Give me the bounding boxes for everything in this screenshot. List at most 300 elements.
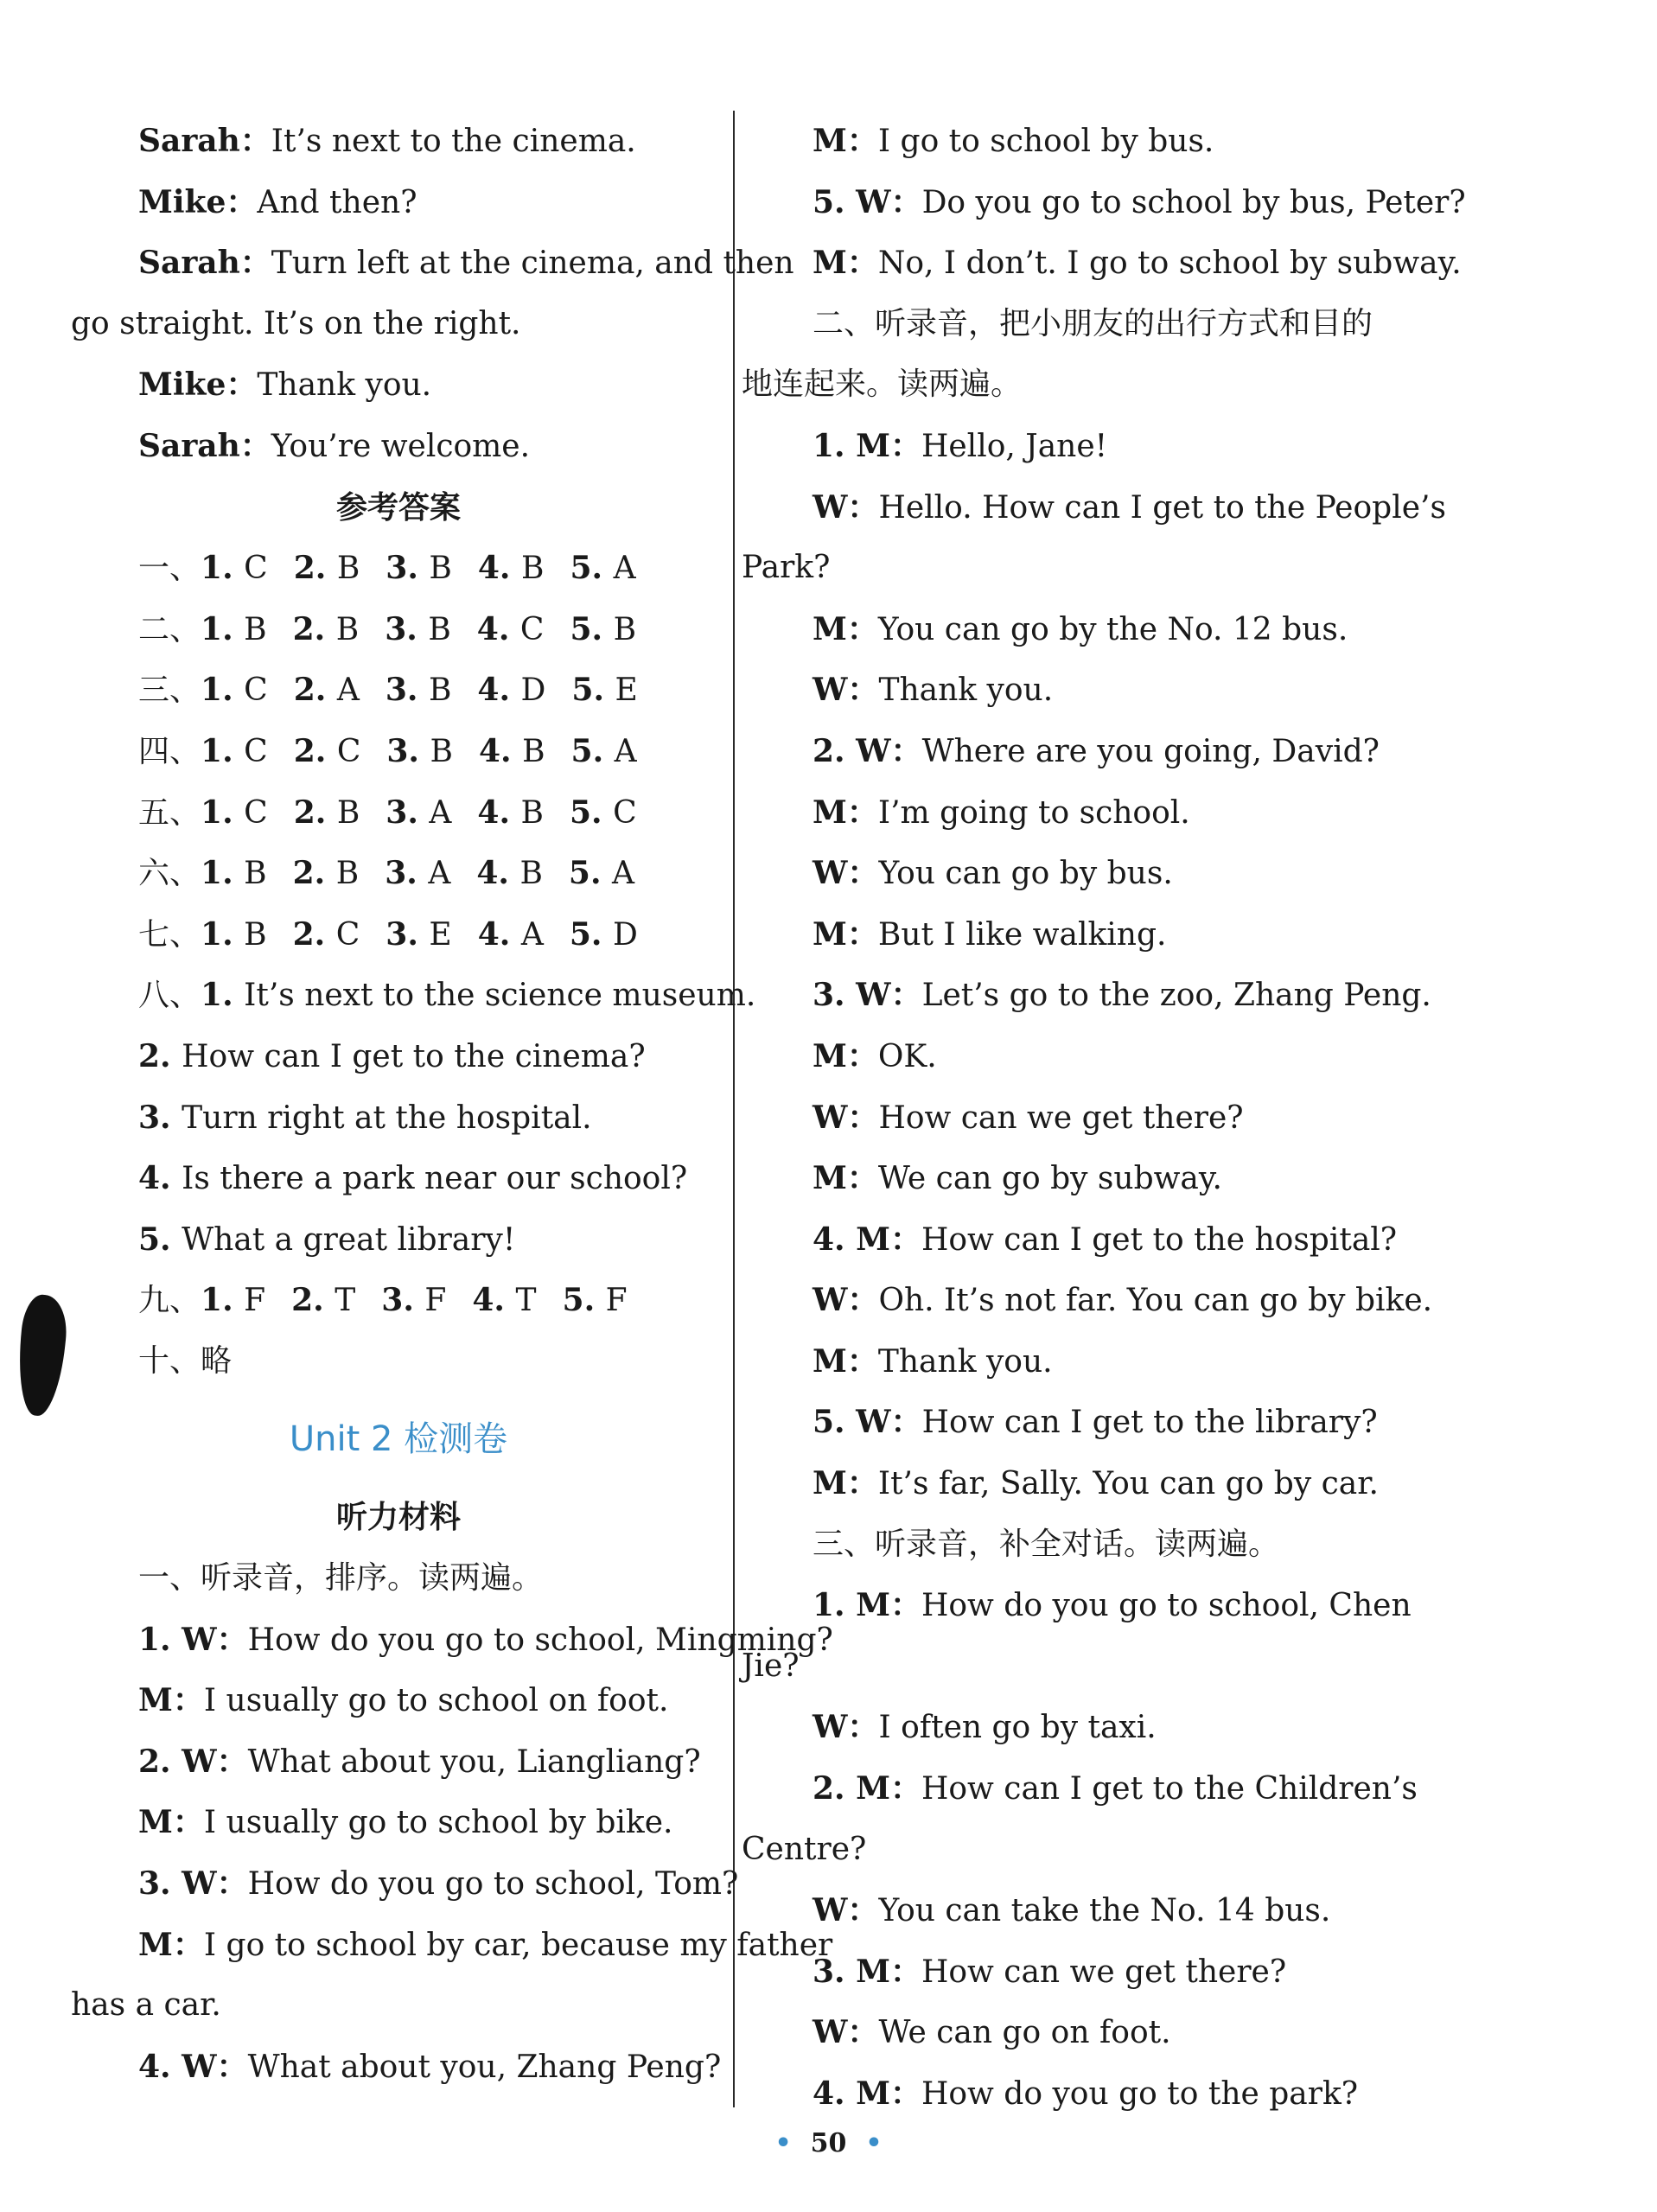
dialogue-text: I usually go to school on foot.	[203, 1683, 669, 1719]
dialogue-text: I often go by taxi.	[878, 1710, 1157, 1746]
item-number: 2.	[813, 1770, 857, 1807]
answer-value: B	[244, 856, 267, 892]
answer-item	[294, 538, 360, 600]
answer-section-label: 五、	[138, 794, 201, 831]
answer-number: 4.	[478, 732, 523, 769]
speaker-label: M：	[813, 915, 878, 953]
dialogue-line	[71, 1915, 833, 1976]
dialogue-text: But I like walking.	[877, 916, 1167, 953]
dialogue-text: Centre?	[742, 1831, 867, 1867]
item-number: 1.	[813, 1587, 857, 1624]
answer-item	[571, 660, 637, 722]
answer-number: 1.	[201, 855, 245, 892]
answer-item	[291, 1270, 355, 1332]
speaker-label: M：	[138, 1926, 204, 1963]
answer-item	[201, 660, 268, 722]
answer-row	[71, 538, 726, 599]
answer-number: 1.	[201, 610, 245, 647]
speaker-label: W：	[813, 1709, 879, 1746]
speaker-label: M：	[856, 1221, 921, 1258]
answer-section-label: 六、	[138, 856, 201, 892]
answer-row	[71, 904, 726, 966]
answer-number: 1.	[201, 550, 245, 587]
dialogue-text: You can go by the No. 12 bus.	[877, 611, 1348, 647]
answer-item	[201, 599, 267, 661]
answer-item	[472, 1270, 536, 1332]
answer-number: 4.	[477, 915, 521, 953]
dialogue-line	[742, 416, 1399, 477]
dialogue-line	[71, 354, 726, 416]
answers-heading: 参考答案	[335, 488, 461, 526]
answer-value: B	[520, 794, 544, 831]
speaker-label: W：	[856, 977, 922, 1014]
dialogue-line	[742, 660, 1399, 721]
speaker-label: W：	[856, 183, 922, 220]
item-number: 3.	[138, 1865, 182, 1903]
item-number: 2.	[138, 1743, 182, 1780]
answer-row	[71, 843, 726, 904]
answer-number: 5.	[569, 915, 613, 953]
speaker-label: Mike：	[138, 183, 258, 220]
dialogue-text: We can go on foot.	[878, 2015, 1171, 2051]
dialogue-line	[71, 233, 794, 294]
answer-item	[201, 1270, 265, 1332]
answer-number: 1.	[201, 672, 245, 709]
answer-section-label: 二、	[138, 611, 201, 647]
item-number: 1.	[138, 1621, 182, 1658]
answer-value: C	[613, 794, 637, 831]
speaker-label: M：	[813, 610, 878, 647]
answer-value: F	[605, 1283, 628, 1319]
dialogue-line	[742, 1636, 1399, 1698]
answer-number: 3.	[138, 1099, 182, 1136]
answer-value: B	[428, 611, 451, 647]
dialogue-text: Thank you.	[878, 673, 1054, 709]
answer-value: B	[336, 794, 360, 831]
answer-number: 2.	[293, 794, 337, 831]
speaker-label: M：	[813, 794, 878, 831]
speaker-label: M：	[138, 1682, 204, 1719]
answer-value: What a great library!	[182, 1221, 516, 1258]
speaker-label: W：	[813, 2014, 879, 2051]
answer-item	[385, 599, 451, 661]
answer-value: T	[515, 1283, 537, 1319]
answer-item	[201, 904, 267, 966]
dialogue-text: You can go by bus.	[878, 856, 1173, 892]
dialogue-line	[742, 2063, 1399, 2125]
dialogue-line	[742, 1087, 1399, 1149]
answer-number: 4.	[472, 1282, 516, 1319]
answer-item	[293, 599, 360, 661]
dialogue-line	[742, 1453, 1399, 1514]
answer-item	[386, 721, 453, 783]
answer-number: 2.	[293, 732, 337, 769]
dialogue-text: OK.	[877, 1038, 937, 1074]
dialogue-line	[742, 1148, 1399, 1209]
dialogue-line	[742, 2002, 1399, 2063]
speaker-label: M：	[813, 123, 878, 159]
dialogue-line	[71, 1792, 726, 1853]
answer-item	[294, 721, 361, 783]
speaker-label: M：	[856, 2075, 921, 2112]
footer-dot-icon: •	[865, 2128, 883, 2158]
speaker-label: W：	[813, 1892, 879, 1929]
answer-value: B	[244, 611, 267, 647]
answer-number: 5.	[571, 672, 615, 709]
dialogue-text: Hello. How can I get to the People’s	[878, 489, 1446, 526]
answer-item	[570, 904, 638, 966]
dialogue-line	[742, 965, 1431, 1026]
dialogue-line	[71, 2037, 726, 2098]
dialogue-line	[71, 111, 726, 172]
answer-number: 5.	[570, 610, 614, 647]
speaker-label: W：	[813, 488, 879, 526]
answer-item	[479, 721, 545, 783]
answer-value: C	[519, 611, 545, 647]
dialogue-text: Jie?	[742, 1648, 800, 1684]
answer-value: E	[615, 673, 638, 709]
answer-value: D	[612, 916, 638, 953]
answer-item	[386, 782, 451, 845]
answer-item	[570, 599, 636, 661]
answer-number: 4.	[476, 855, 520, 892]
answer-number: 3.	[386, 732, 430, 769]
dialogue-line	[742, 111, 1399, 172]
page-number: 50	[810, 2128, 847, 2158]
answer-value: T	[335, 1283, 356, 1319]
item-number: 5.	[813, 1404, 857, 1441]
answer-number: 1.	[201, 915, 245, 953]
speaker-label: M：	[813, 245, 878, 282]
dialogue-line	[71, 1670, 726, 1731]
item-number: 2.	[813, 732, 857, 769]
answer-item	[294, 660, 360, 722]
answer-item	[201, 538, 268, 600]
dialogue-line	[71, 172, 726, 233]
answer-number: 5.	[138, 1221, 182, 1258]
dialogue-line	[71, 1975, 726, 2037]
answer-item	[293, 904, 360, 966]
speaker-label: W：	[856, 732, 922, 769]
dialogue-text: How do you go to school, Mingming?	[247, 1622, 833, 1658]
answer-value: B	[522, 733, 545, 769]
speaker-label: W：	[813, 855, 879, 892]
answer-number: 3.	[386, 915, 430, 953]
answer-value: B	[428, 673, 452, 709]
dialogue-line	[742, 1880, 1399, 1941]
speaker-label: Sarah：	[138, 245, 271, 282]
dialogue-text: I usually go to school by bike.	[203, 1805, 673, 1841]
dialogue-text: has a car.	[71, 1987, 221, 2024]
answer-number: 2.	[293, 672, 337, 709]
answer-item	[477, 660, 545, 722]
answer-value: Is there a park near our school?	[182, 1161, 688, 1197]
answer-item	[477, 782, 544, 845]
dialogue-line	[71, 416, 726, 477]
speaker-label: M：	[856, 1587, 921, 1624]
dialogue-line	[742, 904, 1399, 966]
speaker-label: W：	[182, 2048, 248, 2085]
speaker-label: M：	[856, 1953, 921, 1990]
answer-value: B	[429, 551, 452, 587]
item-number: 3.	[813, 1953, 857, 1990]
answer-item	[201, 782, 268, 845]
dialogue-text: And then?	[257, 184, 417, 220]
answer-number: 1.	[201, 732, 245, 769]
answer-item	[570, 782, 637, 845]
right-column	[742, 111, 1466, 2125]
dialogue-text: You’re welcome.	[271, 428, 531, 464]
answer-section-label: 七、	[138, 916, 201, 953]
dialogue-text: How do you go to school, Tom?	[247, 1866, 739, 1903]
speaker-label: W：	[813, 672, 879, 709]
answer-item	[476, 843, 543, 905]
item-number: 4.	[138, 2048, 182, 2085]
answer-row	[71, 721, 726, 782]
answer-value: C	[335, 916, 360, 953]
answer-value: How can I get to the cinema?	[182, 1038, 646, 1074]
sentence-answer	[71, 1209, 726, 1271]
answer-number: 2.	[292, 915, 336, 953]
speaker-label: Sarah：	[138, 123, 271, 159]
column-divider	[733, 111, 735, 2107]
dialogue-line	[742, 1820, 1399, 1881]
dialogue-text: Turn left at the cinema, and then	[271, 245, 794, 282]
dialogue-text: What about you, Zhang Peng?	[247, 2049, 722, 2085]
dialogue-text: go straight. It’s on the right.	[71, 305, 521, 341]
dialogue-line	[742, 1209, 1399, 1271]
speaker-label: M：	[813, 1342, 878, 1380]
dialogue-line	[742, 233, 1462, 294]
dialogue-text: I go to school by car, because my father	[203, 1927, 833, 1963]
ink-smudge	[13, 1293, 70, 1418]
answer-section-label: 九、	[138, 1283, 201, 1319]
answer-value: B	[336, 551, 360, 587]
answer-value: E	[429, 916, 452, 953]
answer-value: A	[520, 916, 544, 953]
answer-number: 4.	[476, 610, 520, 647]
answer-value: A	[614, 733, 637, 769]
speaker-label: M：	[856, 1770, 921, 1807]
dialogue-text: Thank you.	[877, 1343, 1053, 1380]
dialogue-line	[742, 721, 1399, 782]
footer-dot-icon: •	[774, 2128, 792, 2158]
dialogue-text: Park?	[742, 550, 831, 586]
speaker-label: W：	[182, 1743, 248, 1780]
answer-value: C	[244, 733, 268, 769]
answer-number: 5.	[562, 1282, 606, 1319]
answer-section-label: 八、	[138, 978, 201, 1014]
answer-item	[570, 538, 635, 600]
dialogue-text: It’s far, Sally. You can go by car.	[877, 1466, 1379, 1502]
answer-number: 4.	[477, 550, 521, 587]
answer-item	[477, 599, 545, 661]
dialogue-line	[742, 1941, 1399, 2003]
answer-number: 1.	[201, 794, 245, 831]
sentence-answer	[71, 1148, 726, 1209]
dialogue-text: How can we get there?	[878, 1100, 1244, 1136]
item-number: 4.	[813, 1221, 857, 1258]
answer-value: B	[521, 551, 545, 587]
dialogue-text: How can I get to the library?	[921, 1405, 1378, 1441]
dialogue-text: How can we get there?	[921, 1954, 1287, 1990]
answer-value: A	[612, 856, 635, 892]
speaker-label: M：	[813, 1465, 878, 1502]
section-instruction: 地连起来。读两遍。	[742, 367, 1023, 403]
answer-value: C	[336, 733, 361, 769]
answer-row	[71, 599, 726, 660]
answer-section-label: 四、	[138, 733, 201, 769]
speaker-label: M：	[856, 427, 921, 464]
dialogue-line	[71, 1731, 726, 1793]
dialogue-line	[71, 294, 726, 355]
answer-item	[201, 843, 267, 905]
answer-item	[386, 538, 452, 600]
answer-number: 3.	[385, 610, 429, 647]
answer-number: 2.	[292, 855, 336, 892]
answer-row	[71, 1270, 726, 1331]
dialogue-text: How can I get to the hospital?	[921, 1221, 1398, 1258]
speaker-label: M：	[138, 1804, 204, 1841]
answer-item	[478, 538, 545, 600]
answer-number: 3.	[385, 672, 429, 709]
answer-item	[386, 660, 452, 722]
dialogue-text: How do you go to the park?	[921, 2076, 1359, 2112]
dialogue-line	[742, 599, 1399, 660]
answer-item	[381, 1270, 446, 1332]
answer-number: 5.	[570, 732, 615, 769]
dialogue-text: No, I don’t. I go to school by subway.	[877, 245, 1462, 282]
listening-heading: 听力材料	[335, 1499, 461, 1536]
answer-number: 4.	[477, 794, 521, 831]
answer-value: C	[244, 551, 268, 587]
dialogue-line	[742, 1331, 1399, 1393]
dialogue-line	[742, 1575, 1412, 1636]
dialogue-text: I go to school by bus.	[877, 124, 1214, 159]
answer-number: 5.	[570, 550, 614, 587]
dialogue-text: It’s next to the cinema.	[271, 124, 636, 159]
answer-item	[563, 1270, 628, 1332]
answer-value: Turn right at the hospital.	[182, 1100, 592, 1136]
answer-value: B	[244, 916, 267, 953]
dialogue-line	[742, 843, 1399, 904]
section-instruction: 二、听录音，把小朋友的出行方式和目的	[813, 305, 1373, 341]
speaker-label: Sarah：	[138, 427, 271, 464]
dialogue-line	[742, 1758, 1418, 1820]
answer-number: 4.	[138, 1160, 182, 1197]
answer-item	[386, 904, 451, 966]
answer-value: C	[244, 794, 268, 831]
speaker-label: M：	[813, 1160, 878, 1197]
answer-number: 2.	[138, 1037, 182, 1074]
speaker-label: W：	[182, 1865, 248, 1903]
dialogue-line	[742, 1392, 1399, 1453]
speaker-label: W：	[813, 1099, 879, 1136]
answer-section-label: 三、	[138, 673, 201, 709]
answer-value: C	[244, 673, 268, 709]
answer-value: F	[244, 1283, 266, 1319]
answer-item	[571, 721, 637, 783]
section-instruction: 一、听录音，排序。读两遍。	[138, 1560, 544, 1597]
answer-number: 5.	[568, 855, 613, 892]
item-number: 3.	[813, 977, 857, 1014]
item-number: 5.	[813, 183, 857, 220]
answer-section-label: 一、	[138, 551, 201, 587]
dialogue-text: I’m going to school.	[877, 794, 1190, 831]
dialogue-line	[742, 1026, 1399, 1087]
dialogue-line	[742, 782, 1399, 844]
item-number: 4.	[813, 2075, 857, 2112]
answer-item	[294, 782, 360, 845]
answer-number: 4.	[477, 672, 521, 709]
answer-number: 3.	[386, 550, 430, 587]
answer-row: 十、略	[138, 1342, 233, 1379]
dialogue-text: Hello, Jane!	[921, 428, 1108, 464]
dialogue-line	[742, 477, 1446, 539]
answer-number: 1.	[201, 977, 245, 1014]
answer-number: 3.	[386, 794, 430, 831]
page-footer	[0, 2128, 1657, 2158]
item-number: 1.	[813, 427, 857, 464]
dialogue-line	[742, 538, 1399, 599]
dialogue-text: How do you go to school, Chen	[921, 1588, 1412, 1624]
dialogue-text: Thank you.	[257, 367, 432, 404]
answer-value: A	[613, 551, 636, 587]
sentence-answer	[71, 1026, 726, 1087]
answer-value: B	[335, 856, 360, 892]
answer-value: B	[613, 611, 637, 647]
dialogue-text: Do you go to school by bus, Peter?	[921, 184, 1466, 220]
answer-item	[478, 904, 544, 966]
answer-value: B	[430, 733, 453, 769]
dialogue-text: How can I get to the Children’s	[921, 1771, 1418, 1807]
dialogue-line	[742, 1270, 1433, 1331]
answer-number: 1.	[201, 1282, 245, 1319]
answer-number: 2.	[291, 1282, 335, 1319]
dialogue-line	[742, 172, 1466, 233]
answer-item	[201, 721, 268, 783]
answer-number: 2.	[292, 610, 336, 647]
unit-title: Unit 2 检测卷	[289, 1419, 508, 1460]
dialogue-text: Oh. It’s not far. You can go by bike.	[878, 1283, 1433, 1319]
answer-value: B	[335, 611, 360, 647]
speaker-label: W：	[182, 1621, 248, 1658]
dialogue-line	[742, 1697, 1399, 1758]
answer-value: A	[428, 856, 451, 892]
answer-value: A	[336, 673, 360, 709]
answer-row	[71, 660, 726, 721]
speaker-label: W：	[856, 1404, 922, 1441]
answer-value: A	[429, 794, 452, 831]
answer-value: It’s next to the science museum.	[244, 978, 756, 1014]
answer-value: D	[520, 673, 546, 709]
section-instruction: 三、听录音，补全对话。读两遍。	[813, 1526, 1280, 1562]
dialogue-text: What about you, Liangliang?	[247, 1743, 701, 1780]
answer-number: 5.	[570, 794, 614, 831]
answer-number: 2.	[293, 550, 337, 587]
answer-number: 3.	[385, 855, 429, 892]
sentence-answer	[71, 1087, 726, 1149]
dialogue-text: We can go by subway.	[877, 1161, 1222, 1197]
answer-value: B	[519, 856, 543, 892]
speaker-label: M：	[813, 1037, 878, 1074]
dialogue-text: Where are you going, David?	[921, 733, 1380, 769]
dialogue-text: You can take the No. 14 bus.	[878, 1893, 1331, 1929]
dialogue-text: Let’s go to the zoo, Zhang Peng.	[921, 978, 1431, 1014]
sentence-answer	[71, 965, 756, 1026]
answer-number: 3.	[381, 1282, 425, 1319]
speaker-label: Mike：	[138, 367, 258, 404]
